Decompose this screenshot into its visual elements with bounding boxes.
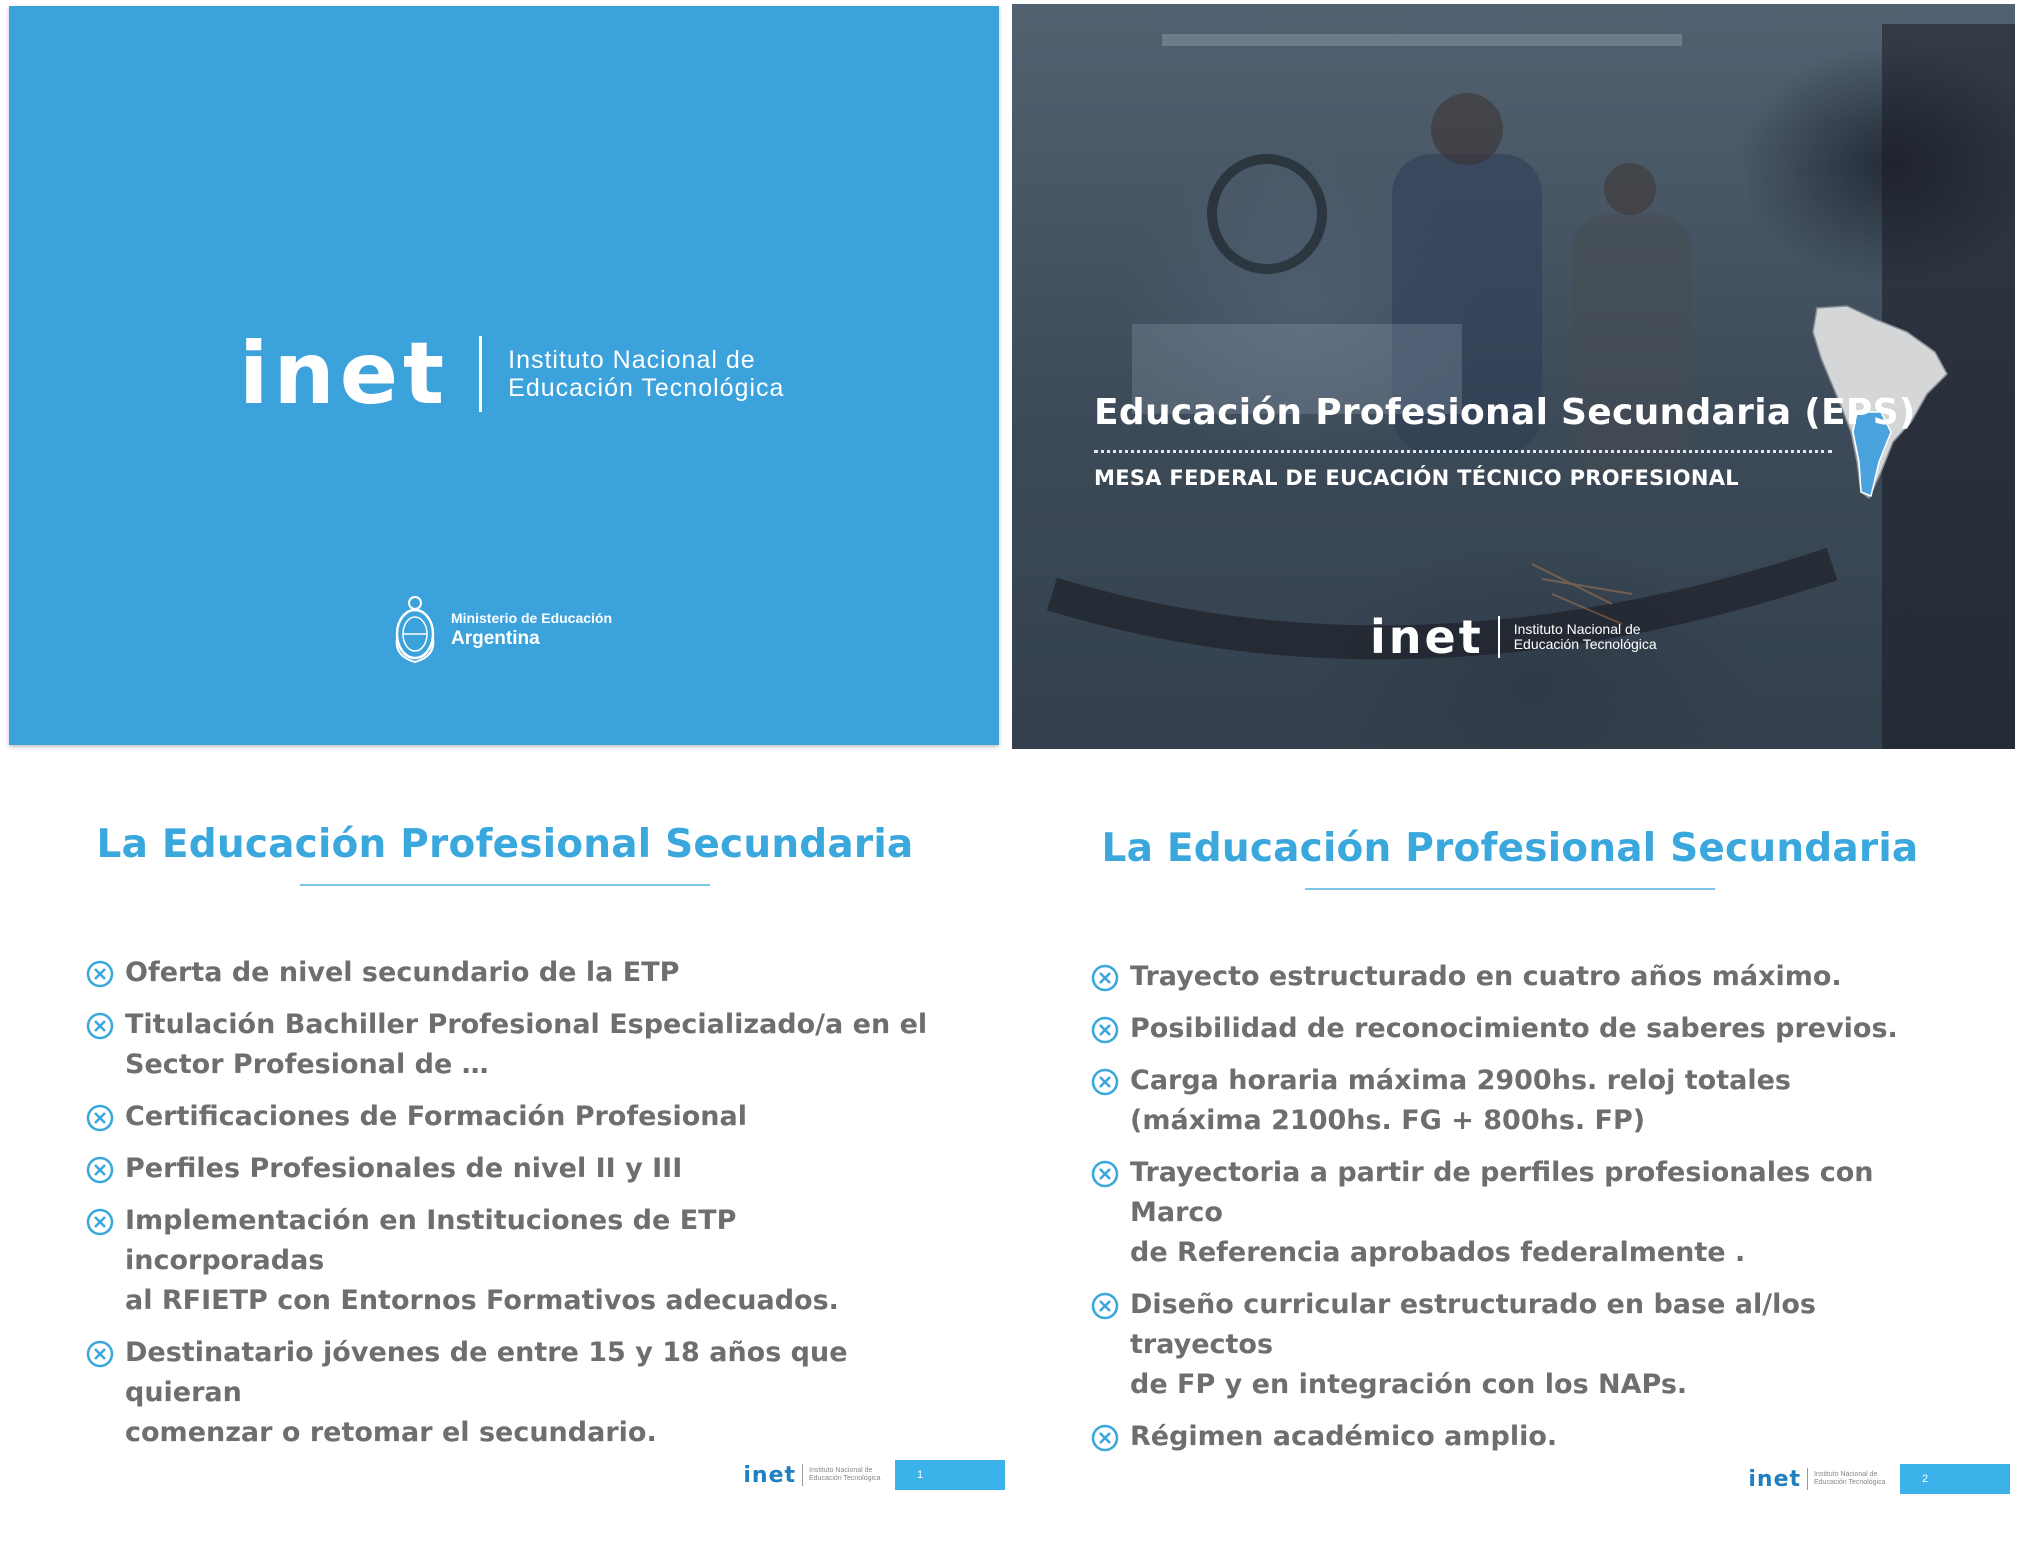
circle-x-icon bbox=[1090, 1291, 1120, 1321]
circle-x-icon bbox=[85, 959, 115, 989]
inet-logo bbox=[239, 324, 784, 424]
bullet-text: Trayecto estructurado en cuatro años máximo. bbox=[1130, 961, 1842, 992]
bullet-text: Oferta de nivel secundario de la ETP bbox=[125, 957, 680, 988]
inet-logo-subtitle bbox=[508, 346, 784, 402]
slide-content-2[interactable] bbox=[1010, 772, 2010, 1492]
bullet-text: Trayectoria a partir de perfiles profesionales con Marco de Referencia aprobados federalmente . bbox=[1130, 1157, 1874, 1268]
circle-x-icon bbox=[1090, 1015, 1120, 1045]
slide-footer bbox=[743, 1460, 1005, 1490]
eps-subtitle: MESA FEDERAL DE EUCACIÓN TÉCNICO PROFESIONAL bbox=[1094, 466, 1739, 490]
circle-x-icon bbox=[85, 1011, 115, 1041]
slide-title: La Educación Profesional Secundaria bbox=[1101, 826, 1919, 871]
list-item bbox=[85, 1333, 935, 1453]
page-number: 1 bbox=[895, 1460, 1005, 1490]
ministry-line2: Argentina bbox=[451, 628, 540, 649]
logo-divider bbox=[1498, 616, 1500, 658]
list-item bbox=[1090, 1061, 1940, 1141]
list-item bbox=[85, 1201, 935, 1321]
bullet-text: Implementación en Instituciones de ETP incorporadas al RFIETP con Entornos Formativos adecuados. bbox=[125, 1205, 839, 1316]
eps-title: Educación Profesional Secundaria (EPS) bbox=[1094, 392, 1916, 433]
bullet-text: Diseño curricular estructurado en base al/los trayectos de FP y en integración con los NAPs. bbox=[1130, 1289, 1816, 1400]
list-item bbox=[1090, 1285, 1940, 1405]
circle-x-icon bbox=[85, 1207, 115, 1237]
footer-divider bbox=[802, 1464, 803, 1486]
slide-cover-blue[interactable] bbox=[9, 6, 999, 745]
list-item bbox=[1090, 957, 1940, 997]
bullet-list bbox=[85, 953, 935, 1465]
bullet-text: Carga horaria máxima 2900hs. reloj totales (máxima 2100hs. FG + 800hs. FP) bbox=[1130, 1065, 1791, 1136]
bullet-text: Posibilidad de reconocimiento de saberes previos. bbox=[1130, 1013, 1898, 1044]
ministry-line1: Ministerio de Educación bbox=[451, 610, 613, 626]
list-item bbox=[85, 1149, 935, 1189]
title-underline bbox=[1305, 888, 1715, 890]
page-number: 2 bbox=[1900, 1464, 2010, 1494]
circle-x-icon bbox=[1090, 1067, 1120, 1097]
list-item bbox=[1090, 1009, 1940, 1049]
footer-logo-subtitle: Instituto Nacional de Educación Tecnológica bbox=[809, 1467, 881, 1482]
logo-divider bbox=[479, 336, 482, 412]
circle-x-icon bbox=[85, 1155, 115, 1185]
bullet-text: Certificaciones de Formación Profesional bbox=[125, 1101, 747, 1132]
slide-content-1[interactable] bbox=[5, 768, 1005, 1488]
ministry-logo bbox=[392, 594, 612, 666]
circle-x-icon bbox=[1090, 1159, 1120, 1189]
list-item bbox=[1090, 1153, 1940, 1273]
inet-logo bbox=[1370, 610, 1657, 664]
circle-x-icon bbox=[1090, 963, 1120, 993]
logo-sub-line1: Instituto Nacional de bbox=[508, 346, 756, 374]
circle-x-icon bbox=[85, 1339, 115, 1369]
bullet-text: Perfiles Profesionales de nivel II y III bbox=[125, 1153, 683, 1184]
bullet-text: Titulación Bachiller Profesional Especializado/a en el Sector Profesional de … bbox=[125, 1009, 928, 1080]
slide-cover-photo[interactable] bbox=[1012, 4, 2015, 749]
list-item bbox=[85, 953, 935, 993]
footer-divider bbox=[1807, 1468, 1808, 1490]
inet-logo-word: inet bbox=[239, 324, 450, 424]
list-item bbox=[85, 1097, 935, 1137]
title-dotted-rule bbox=[1094, 450, 1832, 453]
bullet-text: Destinatario jóvenes de entre 15 y 18 años que quieran comenzar o retomar el secundario. bbox=[125, 1337, 848, 1448]
logo-sub-line2: Educación Tecnológica bbox=[1513, 636, 1657, 652]
list-item bbox=[1090, 1417, 1940, 1457]
inet-logo-subtitle bbox=[1514, 622, 1657, 652]
argentina-coat-of-arms-icon bbox=[392, 594, 438, 666]
list-item bbox=[85, 1005, 935, 1085]
slide-title: La Educación Profesional Secundaria bbox=[96, 822, 914, 867]
bullet-text: Régimen académico amplio. bbox=[1130, 1421, 1558, 1452]
inet-logo-word: inet bbox=[1370, 610, 1484, 664]
circle-x-icon bbox=[1090, 1423, 1120, 1453]
ministry-text bbox=[451, 610, 612, 650]
footer-logo-word: inet bbox=[1748, 1466, 1801, 1492]
logo-sub-line2: Educación Tecnológica bbox=[508, 374, 785, 402]
circle-x-icon bbox=[85, 1103, 115, 1133]
slide-footer bbox=[1748, 1464, 2010, 1494]
bullet-list bbox=[1090, 957, 1940, 1469]
footer-logo-word: inet bbox=[743, 1462, 796, 1488]
footer-logo-subtitle: Instituto Nacional de Educación Tecnológica bbox=[1814, 1471, 1886, 1486]
title-underline bbox=[300, 884, 710, 886]
logo-sub-line1: Instituto Nacional de bbox=[1513, 621, 1641, 637]
